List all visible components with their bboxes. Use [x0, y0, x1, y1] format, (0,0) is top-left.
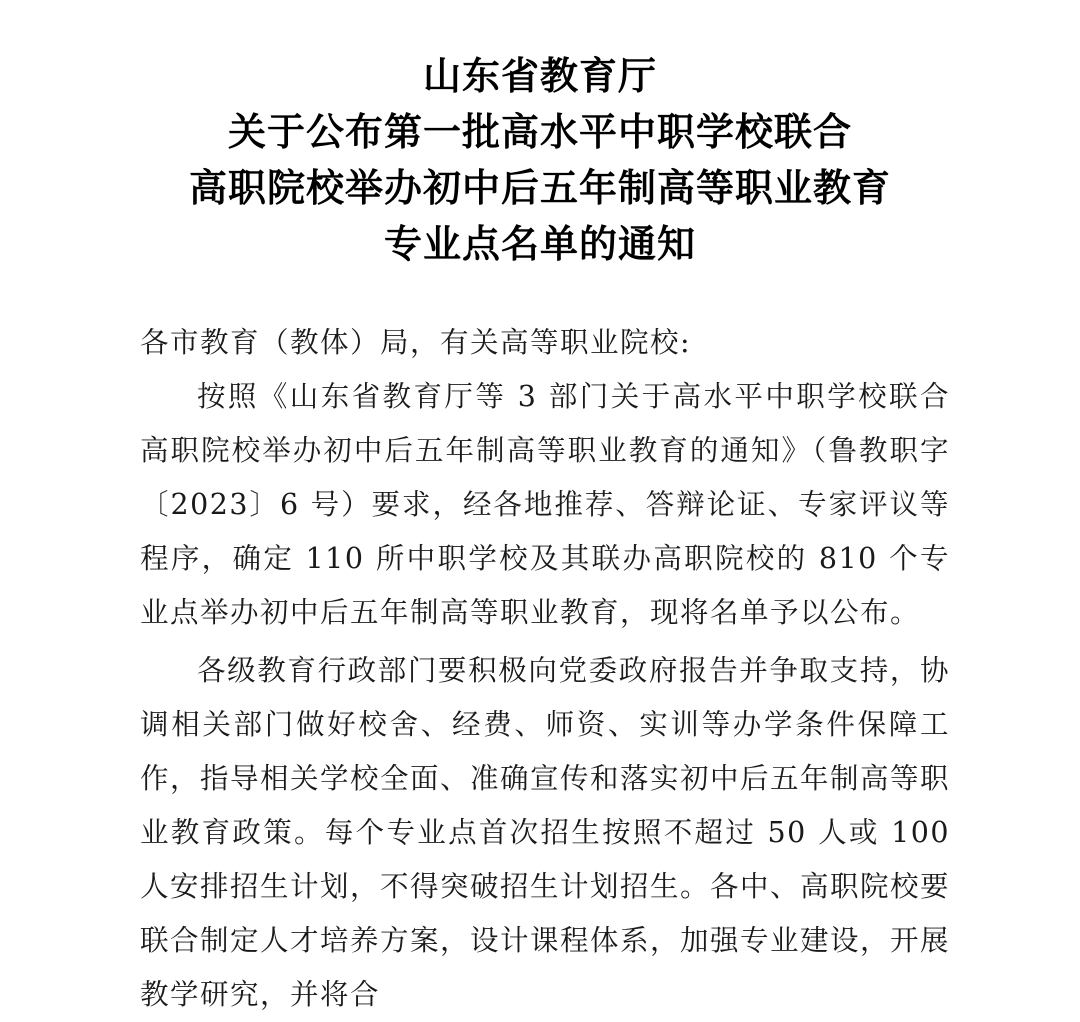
title-line-4: 专业点名单的通知	[383, 221, 696, 266]
paragraph-1: 按照《山东省教育厅等 3 部门关于高水平中职学校联合高职院校举办初中后五年制高等职业教育的通知》（鲁教职字〔2023〕6 号）要求，经各地推荐、答辩论证、专家评议等程序，确定 110 所中职学校及其联办高职院校的 810 个专业点举办初中后五年制高等职业教育，现将名单予以公布。	[140, 380, 950, 629]
salutation: 各市教育（教体）局，有关高等职业院校:	[140, 326, 692, 359]
title-line-1: 山东省教育厅	[422, 53, 657, 98]
paragraph-2: 各级教育行政部门要积极向党委政府报告并争取支持，协调相关部门做好校舍、经费、师资、实训等办学条件保障工作，指导相关学校全面、准确宣传和落实初中后五年制高等职业教育政策。每个专业点首次招生按照不超过 50 人或 100 人安排招生计划，不得突破招生计划招生。各中、高职院校要联合制定人才培养方案，设计课程体系，加强专业建设，开展教学研究，并将合	[140, 654, 951, 1011]
title-line-3: 高职院校举办初中后五年制高等职业教育	[188, 165, 891, 210]
document-title	[0, 48, 1080, 272]
document-body	[140, 316, 950, 1022]
title-line-2: 关于公布第一批高水平中职学校联合	[227, 109, 852, 154]
